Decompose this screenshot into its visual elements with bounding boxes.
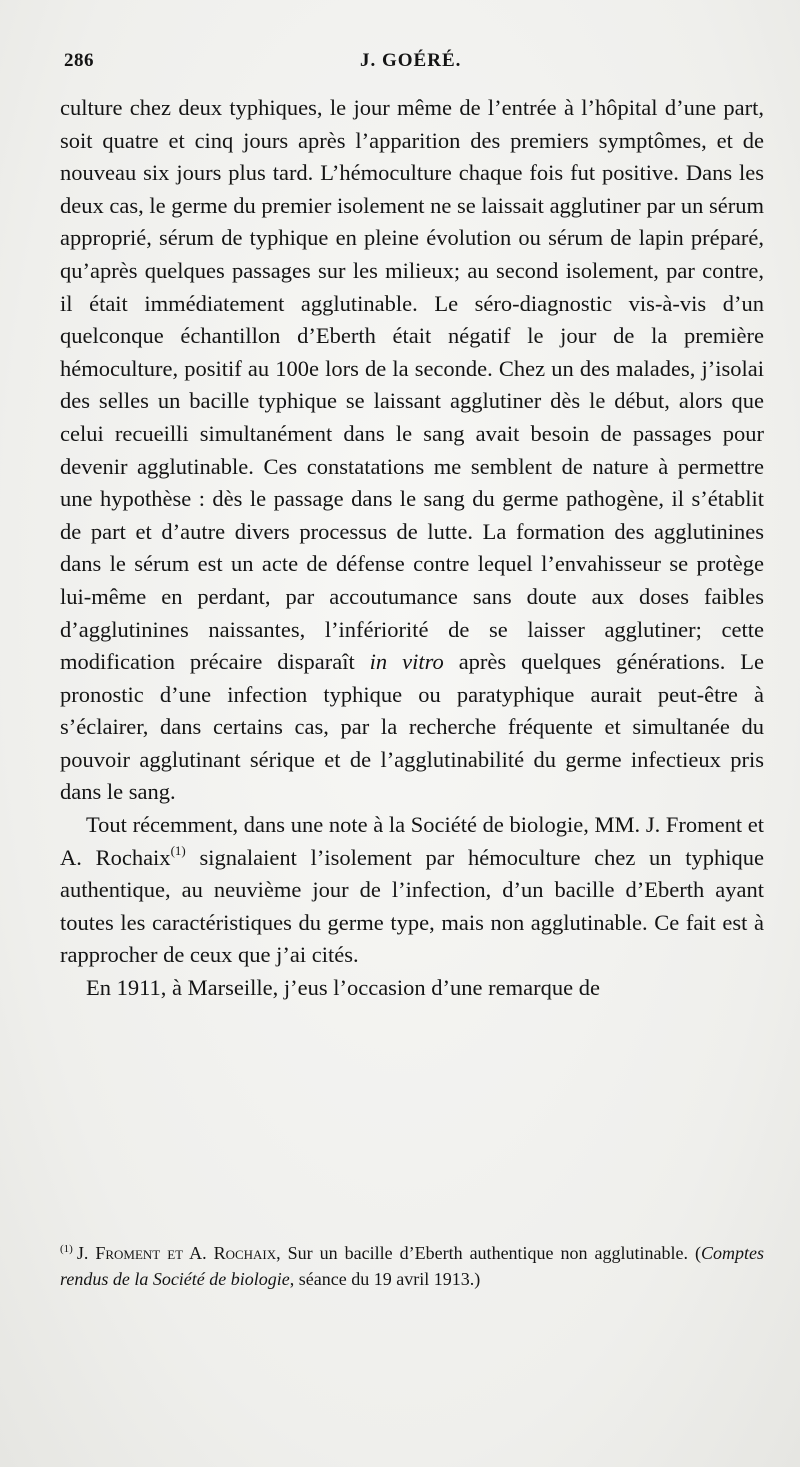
paragraph-1 <box>60 92 764 809</box>
paragraph-2-text: Tout récemment, dans une note à la Société de biologie, MM. J. Froment et A. Rochaix <box>60 812 764 870</box>
footnote-end: , séance du 19 avril 1913.) <box>289 1269 481 1289</box>
footnote-authors: J. Froment et A. Rochaix <box>76 1243 277 1263</box>
paragraph-1-end: après quelques générations. Le pronostic d’une infection typhique ou paratyphique aurait peut-être à s’éclairer, dans certains cas, par la recherche fréquente et simultanée du pouvoir agglutinant sérique et de l’agglutinabilité du germe infectieux pris dans le sang. <box>60 649 764 805</box>
footnote-text: , Sur un bacille d’Eberth authentique non agglutinable. ( <box>276 1243 701 1263</box>
footnote-reference: (1) <box>170 842 186 858</box>
footnote <box>60 1240 764 1292</box>
body-text <box>60 92 764 1005</box>
running-head: J. GOÉRÉ. <box>360 50 462 71</box>
paragraph-3-text: En 1911, à Marseille, j’eus l’occasion d’une remarque de <box>86 975 600 1001</box>
italic-in-vitro: in vitro <box>369 649 444 675</box>
footnote-source: Comptes rendus de la Société de biologie <box>60 1243 764 1289</box>
paragraph-2 <box>60 809 764 972</box>
paragraph-1-text: culture chez deux typhiques, le jour même de l’entrée à l’hôpital d’une part, soit quatre et cinq jours après l’apparition des premiers symptômes, et de nouveau six jours plus tard. L’hémoculture chaque fois fut positive. Dans les deux cas, le germe du premier isolement ne se laissait agglutiner par un sérum approprié, sérum de typhique en pleine évolution ou sérum de lapin préparé, qu’après quelques passages sur les milieux; au second isolement, par contre, il était immédiatement agglutinable. Le séro-diagnostic vis-à-vis d’un quelconque échantillon d’Eberth était négatif le jour de la première hémoculture, positif au 100e lors de la seconde. Chez un des malades, j’isolai des selles un bacille typhique se laissant agglutiner dès le début, alors que celui recueilli simultanément dans le sang avait besoin de passages pour devenir agglutinable. Ces constatations me semblent de nature à permettre une hypothèse : dès le passage dans le sang du germe pathogène, il s’établit de part et d’autre divers processus de lutte. La formation des agglutinines dans le sérum est un acte de défense contre lequel l’envahisseur se protège lui-même en perdant, par accoutumance sans doute aux doses faibles d’agglutinines naissantes, l’infériorité de se laisser agglutiner; cette modification précaire disparaît <box>60 95 764 675</box>
paragraph-3 <box>60 972 764 1005</box>
paragraph-2-end: signalaient l’isolement par hémoculture chez un typhique authentique, au neuvième jour de l’infection, d’un bacille d’Eberth ayant toutes les caractéristiques du germe type, mais non agglutinable. Ce fait est à rapprocher de ceux que j’ai cités. <box>60 844 764 968</box>
page-number: 286 <box>64 50 94 71</box>
footnote-mark: (1) <box>60 1243 73 1255</box>
page-header <box>60 50 760 80</box>
